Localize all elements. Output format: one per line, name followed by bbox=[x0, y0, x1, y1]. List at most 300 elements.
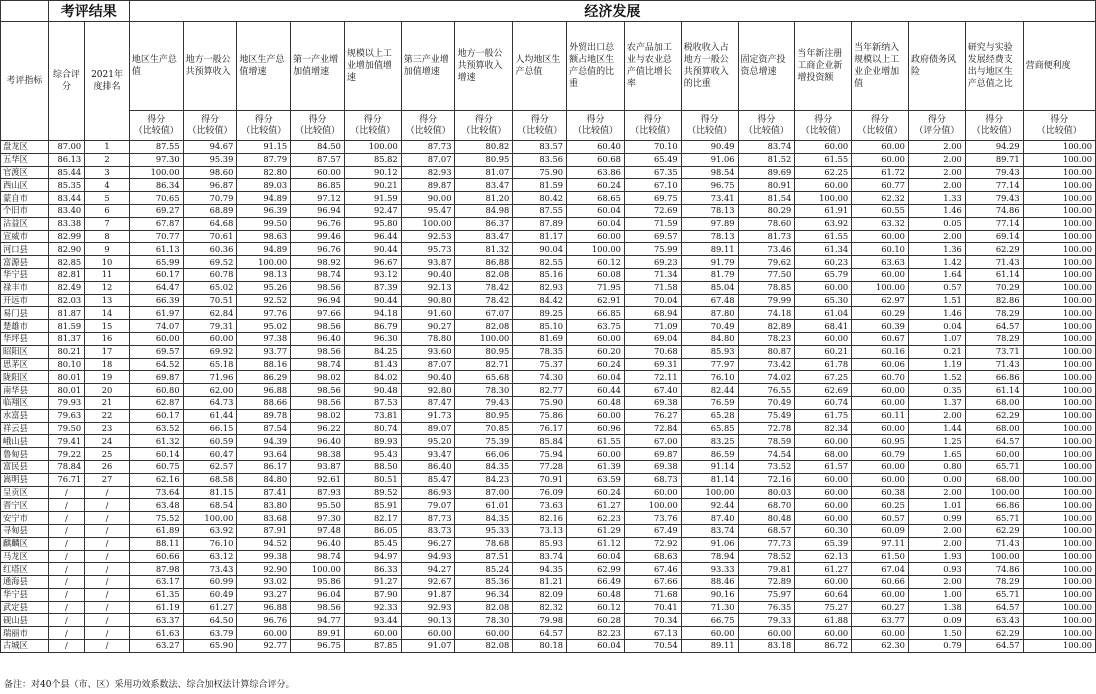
rank-cell: 26 bbox=[85, 460, 130, 473]
score-cell: 68.00 bbox=[795, 448, 852, 461]
score-cell: 97.11 bbox=[852, 537, 909, 550]
score-cell: 0.04 bbox=[908, 320, 965, 333]
table-row bbox=[1, 486, 1096, 499]
score-cell: 60.79 bbox=[852, 448, 909, 461]
score-cell: 1.46 bbox=[908, 204, 965, 217]
score-cell: 98.56 bbox=[291, 384, 345, 397]
score-cell: 70.77 bbox=[129, 230, 183, 243]
region-name: 寻甸县 bbox=[1, 524, 49, 537]
score-cell: 100.00 bbox=[1023, 499, 1095, 512]
score-cell: 65.49 bbox=[624, 153, 681, 166]
score-cell: 95.02 bbox=[237, 320, 291, 333]
score-cell: 100.00 bbox=[1023, 166, 1095, 179]
score-cell: 87.07 bbox=[401, 153, 455, 166]
score-cell: 93.87 bbox=[291, 460, 345, 473]
score-cell: 79.43 bbox=[965, 192, 1023, 205]
score-cell: 89.03 bbox=[237, 179, 291, 192]
score-cell: 93.60 bbox=[401, 345, 455, 358]
table-row bbox=[1, 166, 1096, 179]
header-corner-top bbox=[1, 1, 49, 22]
score-cell: 96.40 bbox=[291, 332, 345, 345]
score-cell: 100.00 bbox=[1023, 524, 1095, 537]
score-cell: 100.00 bbox=[1023, 217, 1095, 230]
table-row bbox=[1, 640, 1096, 653]
score-cell: 78.30 bbox=[455, 384, 513, 397]
score-cell: 71.43 bbox=[965, 256, 1023, 269]
score-cell: 73.76 bbox=[624, 512, 681, 525]
score-cell: 86.34 bbox=[129, 179, 183, 192]
score-cell: 79.31 bbox=[183, 320, 237, 333]
score-cell: 100.00 bbox=[1023, 204, 1095, 217]
score-cell: 1.37 bbox=[908, 396, 965, 409]
score-cell: 65.02 bbox=[183, 281, 237, 294]
rank-cell: 10 bbox=[85, 256, 130, 269]
score-cell: 84.42 bbox=[513, 294, 567, 307]
score-cell: 65.71 bbox=[965, 588, 1023, 601]
score-cell: 92.47 bbox=[344, 204, 401, 217]
score-cell: 87.54 bbox=[237, 422, 291, 435]
col-header-unit: 得分 （比较值） bbox=[681, 111, 738, 141]
score-cell: 1.93 bbox=[908, 550, 965, 563]
score-cell: 87.73 bbox=[401, 512, 455, 525]
score-cell: 68.00 bbox=[965, 396, 1023, 409]
composite-score-cell: 78.84 bbox=[48, 460, 85, 473]
score-cell: 89.93 bbox=[344, 435, 401, 448]
rank-cell: 23 bbox=[85, 422, 130, 435]
score-cell: 92.77 bbox=[237, 640, 291, 653]
score-cell: 60.17 bbox=[129, 409, 183, 422]
score-cell: 73.81 bbox=[344, 409, 401, 422]
score-cell: 71.43 bbox=[965, 537, 1023, 550]
score-cell: 87.89 bbox=[513, 217, 567, 230]
score-cell: 100.00 bbox=[1023, 422, 1095, 435]
score-cell: 62.87 bbox=[129, 396, 183, 409]
score-cell: / bbox=[48, 550, 85, 563]
score-cell: 67.46 bbox=[624, 563, 681, 576]
score-cell: 72.16 bbox=[738, 473, 795, 486]
score-cell: 79.98 bbox=[513, 614, 567, 627]
score-cell: 77.97 bbox=[681, 358, 738, 371]
score-cell: 60.00 bbox=[852, 627, 909, 640]
score-cell: 60.00 bbox=[795, 473, 852, 486]
score-cell: 68.58 bbox=[183, 473, 237, 486]
composite-score-cell: 82.49 bbox=[48, 281, 85, 294]
score-cell: 99.46 bbox=[291, 230, 345, 243]
table-row bbox=[1, 588, 1096, 601]
score-cell: 60.44 bbox=[567, 384, 625, 397]
score-cell: 100.00 bbox=[1023, 473, 1095, 486]
score-cell: 75.49 bbox=[738, 409, 795, 422]
score-cell: 71.30 bbox=[681, 601, 738, 614]
score-cell: 85.91 bbox=[344, 499, 401, 512]
score-cell: 1.01 bbox=[908, 499, 965, 512]
score-cell: 98.38 bbox=[291, 448, 345, 461]
score-cell: 97.12 bbox=[291, 192, 345, 205]
score-cell: 74.54 bbox=[738, 448, 795, 461]
score-cell: 62.23 bbox=[567, 512, 625, 525]
table-row bbox=[1, 307, 1096, 320]
score-cell: 92.90 bbox=[237, 563, 291, 576]
score-cell: 67.40 bbox=[624, 384, 681, 397]
score-cell: 100.00 bbox=[1023, 307, 1095, 320]
table-row bbox=[1, 537, 1096, 550]
score-cell: / bbox=[48, 601, 85, 614]
score-cell: 61.50 bbox=[852, 550, 909, 563]
score-cell: 82.23 bbox=[567, 627, 625, 640]
score-cell: 60.48 bbox=[567, 588, 625, 601]
score-cell: 60.08 bbox=[567, 268, 625, 281]
score-cell: 73.64 bbox=[129, 486, 183, 499]
col-header-rank: 2021年度排名 bbox=[85, 22, 130, 141]
composite-score-cell: 81.59 bbox=[48, 320, 85, 333]
score-cell: 66.06 bbox=[455, 448, 513, 461]
score-cell: 79.33 bbox=[738, 614, 795, 627]
score-cell: 60.00 bbox=[567, 230, 625, 243]
score-cell: 61.27 bbox=[183, 601, 237, 614]
col-header-indicator: 地区生产总值 bbox=[129, 22, 183, 111]
composite-score-cell: 82.03 bbox=[48, 294, 85, 307]
score-cell: 96.67 bbox=[344, 256, 401, 269]
score-cell: 63.32 bbox=[852, 217, 909, 230]
score-cell: 2.00 bbox=[908, 179, 965, 192]
region-name: 临翔区 bbox=[1, 396, 49, 409]
score-cell: 66.86 bbox=[965, 499, 1023, 512]
region-name: 麒麟区 bbox=[1, 537, 49, 550]
col-header-indicator: 第一产业增加值增速 bbox=[291, 22, 345, 111]
score-cell: 63.43 bbox=[965, 614, 1023, 627]
score-cell: 74.86 bbox=[965, 563, 1023, 576]
table-row bbox=[1, 204, 1096, 217]
score-cell: 97.38 bbox=[237, 332, 291, 345]
col-header-unit: 得分 （比较值） bbox=[344, 111, 401, 141]
score-cell: 85.47 bbox=[401, 473, 455, 486]
score-cell: 68.70 bbox=[738, 499, 795, 512]
region-name: 祥云县 bbox=[1, 422, 49, 435]
col-header-indicator: 地方一般公共预算收入增速 bbox=[455, 22, 513, 111]
region-name: 鲁甸县 bbox=[1, 448, 49, 461]
score-cell: 61.39 bbox=[567, 460, 625, 473]
score-cell: 61.13 bbox=[129, 243, 183, 256]
score-cell: 89.78 bbox=[237, 409, 291, 422]
score-cell: 98.02 bbox=[291, 371, 345, 384]
score-cell: 64.47 bbox=[129, 281, 183, 294]
table-row bbox=[1, 153, 1096, 166]
score-cell: 76.09 bbox=[513, 486, 567, 499]
score-cell: 87.55 bbox=[513, 204, 567, 217]
score-cell: 67.48 bbox=[681, 294, 738, 307]
score-cell: 94.67 bbox=[183, 141, 237, 154]
score-cell: 1.51 bbox=[908, 294, 965, 307]
score-cell: 100.00 bbox=[1023, 550, 1095, 563]
score-cell: 97.76 bbox=[237, 307, 291, 320]
score-cell: 0.00 bbox=[908, 473, 965, 486]
score-cell: 68.73 bbox=[624, 473, 681, 486]
score-cell: 100.00 bbox=[1023, 268, 1095, 281]
score-cell: 89.71 bbox=[965, 153, 1023, 166]
score-cell: 2.00 bbox=[908, 409, 965, 422]
score-cell: 98.92 bbox=[291, 256, 345, 269]
score-cell: 98.02 bbox=[291, 409, 345, 422]
score-cell: 0.80 bbox=[908, 460, 965, 473]
score-cell: 60.68 bbox=[567, 153, 625, 166]
composite-score-cell: 82.99 bbox=[48, 230, 85, 243]
score-cell: 80.03 bbox=[738, 486, 795, 499]
score-cell: 60.00 bbox=[852, 396, 909, 409]
score-cell: 65.85 bbox=[681, 422, 738, 435]
score-cell: 100.00 bbox=[129, 166, 183, 179]
score-cell: 83.74 bbox=[513, 550, 567, 563]
score-cell: 60.00 bbox=[852, 268, 909, 281]
score-cell: 92.61 bbox=[291, 473, 345, 486]
region-name: 砚山县 bbox=[1, 614, 49, 627]
score-cell: 88.66 bbox=[237, 396, 291, 409]
region-name: 官渡区 bbox=[1, 166, 49, 179]
score-cell: / bbox=[48, 588, 85, 601]
composite-score-cell: 82.90 bbox=[48, 243, 85, 256]
score-cell: 91.27 bbox=[344, 576, 401, 589]
score-cell: 75.52 bbox=[129, 512, 183, 525]
score-cell: 82.17 bbox=[344, 512, 401, 525]
score-cell: 87.98 bbox=[129, 563, 183, 576]
score-cell: 96.44 bbox=[344, 230, 401, 243]
score-cell: 77.14 bbox=[965, 217, 1023, 230]
score-cell: 96.94 bbox=[291, 294, 345, 307]
score-cell: 61.78 bbox=[795, 358, 852, 371]
score-cell: 90.27 bbox=[401, 320, 455, 333]
score-cell: 1.00 bbox=[908, 588, 965, 601]
score-cell: 62.97 bbox=[852, 294, 909, 307]
region-name: 南华县 bbox=[1, 384, 49, 397]
score-cell: 91.73 bbox=[401, 409, 455, 422]
table-row bbox=[1, 320, 1096, 333]
score-cell: 84.35 bbox=[455, 460, 513, 473]
score-cell: 94.97 bbox=[344, 550, 401, 563]
score-cell: 81.20 bbox=[455, 192, 513, 205]
score-cell: 1.19 bbox=[908, 358, 965, 371]
score-cell: 61.01 bbox=[455, 499, 513, 512]
table-row bbox=[1, 179, 1096, 192]
composite-score-cell: 81.87 bbox=[48, 307, 85, 320]
score-cell: 60.00 bbox=[795, 332, 852, 345]
score-cell: 82.89 bbox=[738, 320, 795, 333]
score-cell: 60.99 bbox=[183, 576, 237, 589]
composite-score-cell: 86.13 bbox=[48, 153, 85, 166]
score-cell: 67.00 bbox=[624, 435, 681, 448]
score-cell: 70.61 bbox=[183, 230, 237, 243]
score-cell: 67.35 bbox=[624, 166, 681, 179]
score-cell: 60.24 bbox=[567, 358, 625, 371]
score-cell: 60.38 bbox=[852, 486, 909, 499]
col-header-indicator: 外贸出口总额占地区生产总值的比重 bbox=[567, 22, 625, 111]
score-cell: 95.47 bbox=[401, 204, 455, 217]
score-cell: 70.51 bbox=[183, 294, 237, 307]
table-row bbox=[1, 281, 1096, 294]
rank-cell: 7 bbox=[85, 217, 130, 230]
score-cell: 90.40 bbox=[401, 371, 455, 384]
score-cell: 63.92 bbox=[183, 524, 237, 537]
score-cell: 100.00 bbox=[455, 332, 513, 345]
score-cell: 79.43 bbox=[455, 396, 513, 409]
rank-cell: 18 bbox=[85, 358, 130, 371]
score-cell: 98.56 bbox=[291, 281, 345, 294]
col-header-unit: 得分 （比较值） bbox=[401, 111, 455, 141]
score-cell: 69.75 bbox=[624, 192, 681, 205]
score-cell: 60.04 bbox=[567, 371, 625, 384]
footnote: 备注：对40个县（市、区）采用功效系数法、综合加权法计算综合评分。 bbox=[4, 680, 295, 690]
score-cell: 60.00 bbox=[965, 448, 1023, 461]
score-cell: 78.68 bbox=[455, 537, 513, 550]
score-cell: 60.47 bbox=[183, 448, 237, 461]
score-cell: 88.11 bbox=[129, 537, 183, 550]
score-cell: 69.27 bbox=[129, 204, 183, 217]
score-cell: 71.59 bbox=[624, 217, 681, 230]
score-cell: 87.93 bbox=[291, 486, 345, 499]
score-cell: 93.47 bbox=[401, 448, 455, 461]
score-cell: 93.33 bbox=[681, 563, 738, 576]
score-cell: 65.79 bbox=[795, 268, 852, 281]
score-cell: 1.38 bbox=[908, 601, 965, 614]
score-cell: 89.52 bbox=[344, 486, 401, 499]
score-cell: 78.59 bbox=[738, 435, 795, 448]
score-cell: 70.29 bbox=[965, 281, 1023, 294]
score-cell: 92.67 bbox=[401, 576, 455, 589]
score-cell: 81.14 bbox=[681, 473, 738, 486]
composite-score-cell: 80.01 bbox=[48, 371, 85, 384]
region-name: 蒙自市 bbox=[1, 192, 49, 205]
score-cell: 82.80 bbox=[237, 166, 291, 179]
score-cell: 60.57 bbox=[852, 512, 909, 525]
score-cell: / bbox=[48, 512, 85, 525]
region-name: 水富县 bbox=[1, 409, 49, 422]
score-cell: 60.00 bbox=[852, 473, 909, 486]
score-cell: 93.64 bbox=[237, 448, 291, 461]
score-cell: 81.79 bbox=[681, 268, 738, 281]
score-cell: 78.29 bbox=[965, 332, 1023, 345]
score-cell: 82.08 bbox=[455, 601, 513, 614]
score-cell: 74.30 bbox=[513, 371, 567, 384]
score-cell: 62.16 bbox=[129, 473, 183, 486]
score-cell: 60.00 bbox=[795, 499, 852, 512]
score-cell: 100.00 bbox=[965, 550, 1023, 563]
score-cell: 60.39 bbox=[852, 320, 909, 333]
rank-cell: 6 bbox=[85, 204, 130, 217]
score-cell: 60.00 bbox=[795, 281, 852, 294]
col-header-unit: 得分 （评分值） bbox=[908, 111, 965, 141]
score-cell: 91.06 bbox=[681, 537, 738, 550]
score-cell: 66.75 bbox=[681, 614, 738, 627]
score-cell: 83.47 bbox=[455, 230, 513, 243]
table-row bbox=[1, 268, 1096, 281]
score-cell: 85.82 bbox=[344, 153, 401, 166]
score-cell: 74.02 bbox=[738, 371, 795, 384]
score-cell: 94.89 bbox=[237, 192, 291, 205]
score-cell: 62.29 bbox=[965, 627, 1023, 640]
score-cell: 60.64 bbox=[795, 588, 852, 601]
score-cell: 98.56 bbox=[291, 320, 345, 333]
rank-cell: / bbox=[85, 640, 130, 653]
composite-score-cell: 87.00 bbox=[48, 141, 85, 154]
score-cell: 100.00 bbox=[1023, 435, 1095, 448]
score-cell: 62.30 bbox=[852, 640, 909, 653]
score-cell: 70.49 bbox=[681, 320, 738, 333]
composite-score-cell: 83.44 bbox=[48, 192, 85, 205]
score-cell: 1.25 bbox=[908, 435, 965, 448]
score-cell: 82.08 bbox=[455, 320, 513, 333]
score-cell: 63.48 bbox=[129, 499, 183, 512]
score-cell: 61.97 bbox=[129, 307, 183, 320]
score-cell: 60.00 bbox=[852, 153, 909, 166]
score-cell: 100.00 bbox=[1023, 371, 1095, 384]
score-cell: 100.00 bbox=[1023, 141, 1095, 154]
score-cell: 98.56 bbox=[291, 345, 345, 358]
score-cell: 62.29 bbox=[965, 409, 1023, 422]
score-cell: 92.52 bbox=[237, 294, 291, 307]
score-cell: 73.13 bbox=[513, 524, 567, 537]
score-cell: 89.91 bbox=[291, 627, 345, 640]
score-cell: 90.21 bbox=[344, 179, 401, 192]
score-cell: 64.73 bbox=[183, 396, 237, 409]
score-cell: 61.29 bbox=[567, 524, 625, 537]
score-cell: 70.65 bbox=[129, 192, 183, 205]
score-cell: 100.00 bbox=[1023, 588, 1095, 601]
score-cell: 60.04 bbox=[567, 640, 625, 653]
score-cell: 65.18 bbox=[183, 358, 237, 371]
score-cell: 92.44 bbox=[681, 499, 738, 512]
score-cell: 91.59 bbox=[344, 192, 401, 205]
score-cell: 100.00 bbox=[183, 512, 237, 525]
score-cell: 71.09 bbox=[624, 320, 681, 333]
rank-cell: 2 bbox=[85, 153, 130, 166]
score-cell: 71.95 bbox=[567, 281, 625, 294]
score-cell: 71.58 bbox=[624, 281, 681, 294]
score-cell: 96.88 bbox=[237, 601, 291, 614]
score-cell: 60.00 bbox=[681, 627, 738, 640]
score-cell: 87.55 bbox=[129, 141, 183, 154]
rank-cell: 4 bbox=[85, 179, 130, 192]
table-header bbox=[1, 1, 1096, 141]
score-cell: 85.04 bbox=[681, 281, 738, 294]
score-cell: 98.56 bbox=[291, 601, 345, 614]
score-cell: / bbox=[48, 640, 85, 653]
score-cell: 60.09 bbox=[852, 524, 909, 537]
score-cell: 68.00 bbox=[965, 422, 1023, 435]
score-cell: 65.71 bbox=[965, 512, 1023, 525]
score-cell: 75.97 bbox=[738, 588, 795, 601]
col-header-indicator: 规模以上工业增加值增速 bbox=[344, 22, 401, 111]
score-cell: 1.64 bbox=[908, 268, 965, 281]
score-cell: 1.42 bbox=[908, 256, 965, 269]
score-cell: 67.25 bbox=[795, 371, 852, 384]
score-cell: 60.00 bbox=[795, 576, 852, 589]
score-cell: 75.90 bbox=[513, 396, 567, 409]
score-cell: 93.44 bbox=[344, 614, 401, 627]
score-cell: 0.79 bbox=[908, 640, 965, 653]
score-cell: 65.39 bbox=[795, 537, 852, 550]
composite-score-cell: 82.85 bbox=[48, 256, 85, 269]
score-cell: 2.00 bbox=[908, 524, 965, 537]
table-row bbox=[1, 550, 1096, 563]
score-cell: 81.73 bbox=[738, 230, 795, 243]
score-cell: 82.44 bbox=[681, 384, 738, 397]
score-cell: 93.12 bbox=[344, 268, 401, 281]
table-row bbox=[1, 294, 1096, 307]
score-cell: 86.85 bbox=[291, 179, 345, 192]
score-cell: 67.87 bbox=[129, 217, 183, 230]
score-cell: 63.17 bbox=[129, 576, 183, 589]
table-row bbox=[1, 230, 1096, 243]
score-cell: 68.41 bbox=[795, 320, 852, 333]
score-cell: 100.00 bbox=[1023, 486, 1095, 499]
